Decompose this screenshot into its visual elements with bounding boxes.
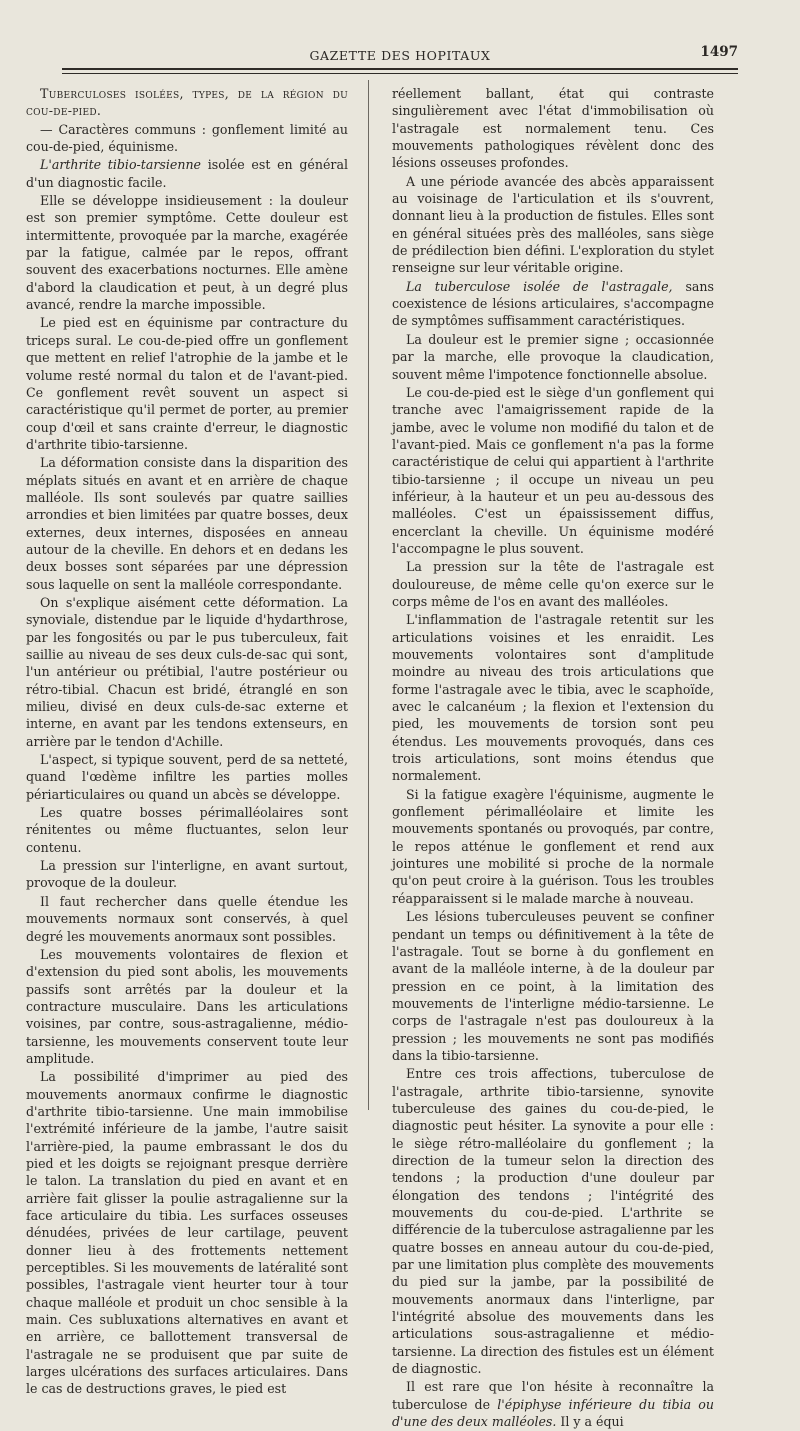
- paragraph: Les mouvements volontaires de flexion et d'extension du pied sont abolis, les mouvements passifs sont arrêtés par la douleur et la contracture musculaire. Dans les articulations voisines, par contre, sous-astragalienne, médio-tarsienne, les mouvements conservent toute leur amplitude.: [26, 946, 348, 1066]
- header-rule-thin: [62, 73, 738, 74]
- paragraph-text: Il est rare que l'on hésite à reconnaître la tuberculose de: [392, 1379, 714, 1412]
- paragraph-text: sans coexistence de lésions articulaires, s'accompagne de symptômes suffisamment caractéristiques.: [392, 278, 714, 329]
- paragraph: Entre ces trois affections, tuberculose de l'astragale, arthrite tibio-tarsienne, synovite tuberculeuse des gaines du cou-de-pied, le diagnostic peut hésiter. La synovite a pour elle : le siège rétro-malléolaire du gonflement ; la direction de la tumeur selon la direction des tendons ; la production d'une douleur par élongation des tendons ; l'intégrité des mouvements du cou-de-pied. L'arthrite se différencie de la tuberculose astragalienne par les quatre bosses en anneau autour du cou-de-pied, par une limitation plus complète des mouvements du pied sur la jambe, par la possibilité de mouvements anormaux dans l'interligne, par l'intégrité absolue des mouvements dans les articulations sous-astragalienne et médio-tarsienne. La direction des fistules est un élément de diagnostic.: [392, 1066, 714, 1377]
- page-number: 1497: [700, 44, 738, 60]
- italic-term: l'épiphyse inférieure du tibia ou d'une des deux malléoles.: [392, 1396, 714, 1430]
- paragraph: Le pied est en équinisme par contracture du triceps sural. Le cou-de-pied offre un gonflement que mettent en relief l'atrophie de la jambe et le volume resté normal du talon et de l'avant-pied. Ce gonflement revêt souvent un aspect si caractéristique qu'il permet de porter, au premier coup d'œil et sans crainte d'erreur, le diagnostic d'arthrite tibio-tarsienne.: [26, 315, 348, 452]
- column-divider: [368, 80, 369, 1110]
- section-heading: Tuberculoses isolées, types, de la région du cou-de-pied.: [26, 86, 348, 119]
- paragraph: Les quatre bosses périmalléolaires sont rénitentes ou même fluctuantes, selon leur contenu.: [26, 805, 348, 855]
- paragraph: La douleur est le premier signe ; occasionnée par la marche, elle provoque la claudication, souvent même l'impotence fonctionnelle absolue.: [392, 331, 714, 382]
- paragraph: Elle se développe insidieusement : la douleur est son premier symptôme. Cette douleur est intermittente, provoquée par la marche, exagérée par la fatigue, calmée par le repos, offrant souvent des exacerbations nocturnes. Elle amène d'abord la claudication et peut, à un degré plus avancé, rendre la marche impossible.: [26, 193, 348, 313]
- paragraph: L'inflammation de l'astragale retentit sur les articulations voisines et les enraidit. Les mouvements volontaires sont d'amplitude moindre au niveau des trois articulations que forme l'astragale avec le tibia, avec le scaphoïde, avec le calcanéum ; la flexion et l'extension du pied, les mouvements de torsion sont peu étendus. Les mouvements provoqués, dans ces trois articulations, sont moins étendus que normalement.: [392, 612, 714, 784]
- journal-title: GAZETTE DES HOPITAUX: [309, 48, 491, 63]
- paragraph: — Caractères communs : gonflement limité au cou-de-pied, équinisme.: [26, 121, 348, 155]
- header-rule-thick: [62, 68, 738, 70]
- right-column: [392, 85, 714, 1431]
- paragraph: [392, 278, 714, 330]
- paragraph: Le cou-de-pied est le siège d'un gonflement qui tranche avec l'amaigrissement rapide de la jambe, avec le volume non modifié du talon et de l'avant-pied. Mais ce gonflement n'a pas la forme caractéristique de celui qui appartient à l'arthrite tibio-tarsienne ; il occupe un niveau un peu inférieur, à la hauteur et un peu au-dessous des malléoles. C'est un épaississement diffus, encerclant la cheville. Un équinisme modéré l'accompagne le plus souvent.: [392, 384, 714, 556]
- paragraph: Il faut rechercher dans quelle étendue les mouvements normaux sont conservés, à quel degré les mouvements anormaux sont possibles.: [26, 893, 348, 944]
- left-column: [26, 85, 348, 1399]
- paragraph: [392, 1378, 714, 1430]
- paragraph-text: isolée est en général d'un diagnostic facile.: [26, 157, 348, 190]
- italic-term: La tuberculose isolée de l'astragale,: [406, 278, 673, 294]
- paragraph: A une période avancée des abcès apparaissent au voisinage de l'articulation et ils s'ouvrent, donnant lieu à la production de fistules. Elles sont en général situées près des malléoles, sans siège de prédilection bien défini. L'exploration du stylet renseigne sur leur véritable origine.: [392, 173, 714, 276]
- paragraph: La pression sur l'interligne, en avant surtout, provoque de la douleur.: [26, 858, 348, 891]
- paragraph-text: Il y a équi: [556, 1414, 624, 1430]
- paragraph: L'aspect, si typique souvent, perd de sa netteté, quand l'œdème infiltre les parties molles périarticulaires ou quand un abcès se développe.: [26, 752, 348, 802]
- paragraph: réellement ballant, état qui contraste singulièrement avec l'état d'immobilisation où l'astragale est normalement tenu. Ces mouvements pathologiques révèlent donc des lésions osseuses profondes.: [392, 86, 714, 171]
- paragraph: [26, 156, 348, 191]
- paragraph: La déformation consiste dans la disparition des méplats situés en avant et en arrière de chaque malléole. Ils sont soulevés par quatre saillies arrondies et bien limitées par quatre bosses, deux externes, deux internes, disposées en anneau autour de la cheville. En dehors et en dedans les deux bosses sont séparées par une dépression sous laquelle on sent la malléole correspondante.: [26, 455, 348, 592]
- paragraph: La pression sur la tête de l'astragale est douloureuse, de même celle qu'on exerce sur le corps même de l'os en avant des malléoles.: [392, 559, 714, 609]
- section-heading-paragraph: [26, 85, 348, 120]
- page-header: [62, 44, 738, 66]
- paragraph: Si la fatigue exagère l'équinisme, augmente le gonflement périmalléolaire et limite les mouvements spontanés ou provoqués, par contre, le repos atténue le gonflement et rend aux jointures une mobilité si proche de la normale qu'on peut croire à la guérison. Tous les troubles réapparaissent si le malade marche à nouveau.: [392, 786, 714, 906]
- paragraph: Les lésions tuberculeuses peuvent se confiner pendant un temps ou définitivement à la tête de l'astragale. Tout se borne à du gonflement en avant de la malléole interne, à de la douleur par pression en ce point, à la limitation des mouvements de l'interligne médio-tarsienne. Le corps de l'astragale n'est pas douloureux à la pression ; les mouvements ne sont pas modifiés dans la tibio-tarsienne.: [392, 909, 714, 1063]
- paragraph: La possibilité d'imprimer au pied des mouvements anormaux confirme le diagnostic d'arthrite tibio-tarsienne. Une main immobilise l'extrémité inférieure de la jambe, l'autre saisit l'arrière-pied, la paume embrassant le dos du pied et les doigts se rejoignant presque derrière le talon. La translation du pied en avant et en arrière fait glisser la poulie astragalienne sur la face articulaire du tibia. Les surfaces osseuses dénudées, privées de leur cartilage, peuvent donner lieu à des frottements nettement perceptibles. Si les mouvements de latéralité sont possibles, l'astragale vient heurter tour à tour chaque malléole et produit un choc sensible à la main. Ces subluxations alternatives en avant et en arrière, ce ballottement transversal de l'astragale ne se produisent que par suite de larges ulcérations des surfaces articulaires. Dans le cas de destructions graves, le pied est: [26, 1069, 348, 1397]
- italic-term: L'arthrite tibio-tarsienne: [40, 157, 202, 173]
- paragraph: On s'explique aisément cette déformation. La synoviale, distendue par le liquide d'hydarthrose, par les fongosités ou par le pus tuberculeux, fait saillie au niveau de ses deux culs-de-sac qui sont, l'un antérieur ou prétibial, l'autre postérieur ou rétro-tibial. Chacun est bridé, étranglé en son milieu, divisé en deux culs-de-sac externe et interne, en avant par les tendons extenseurs, en arrière par le tendon d'Achille.: [26, 594, 348, 749]
